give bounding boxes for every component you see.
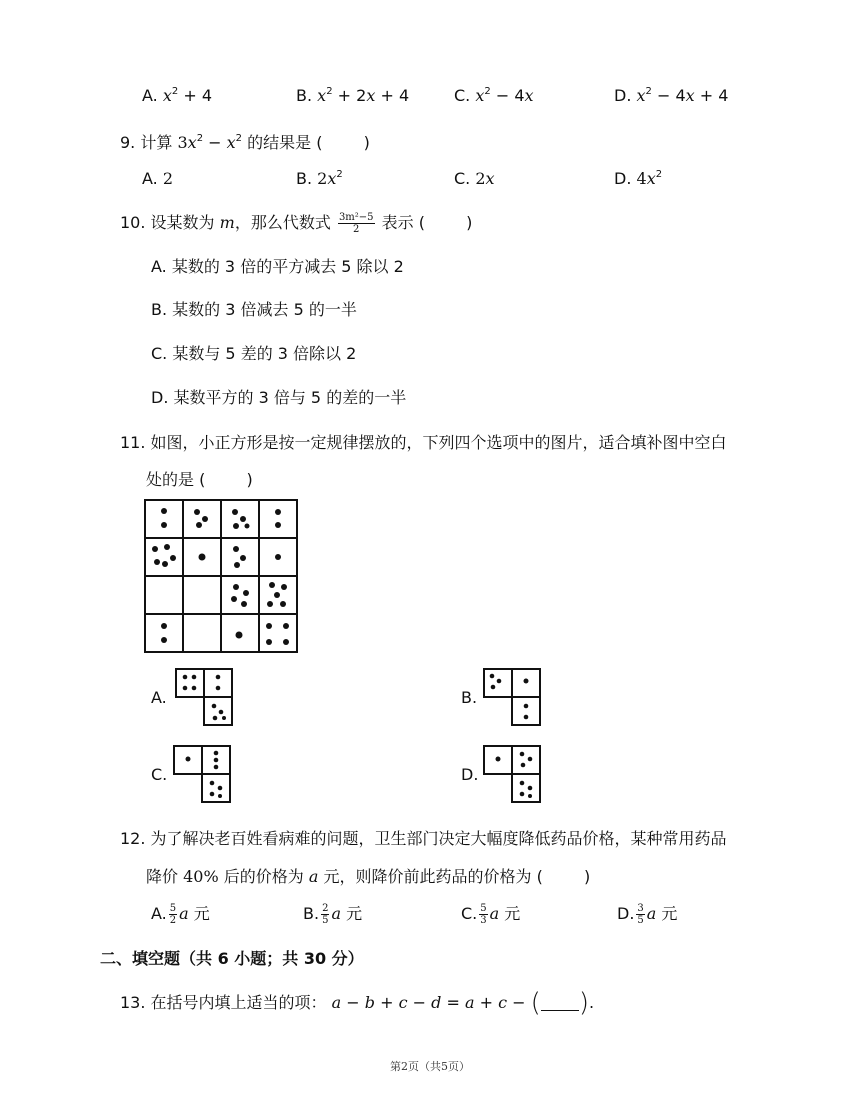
q10-option-d: D. 某数平方的 3 倍与 5 的差的一半: [151, 388, 407, 407]
q11-option-d-label: D.: [461, 765, 479, 784]
q13-stem: 13. 在括号内填上适当的项： a − b + c − d = a + c − ( ).: [120, 988, 595, 1018]
q11-stem-line1: 11. 如图，小正方形是按一定规律摆放的，下列四个选项中的图片，适合填补图中空白: [120, 433, 727, 452]
q11-pattern-grid: [143, 498, 301, 656]
q8-option-c: C. $x^2 - 4x$: [454, 86, 534, 105]
q10-option-c: C. 某数与 5 差的 3 倍除以 2: [151, 344, 357, 363]
q9-option-a: A. 2: [142, 169, 174, 188]
q8-option-d: D. $x^2 - 4x + 4$: [614, 86, 729, 105]
q11-option-a-figure: [174, 667, 236, 727]
q12-stem-line2: 降价 40% 后的价格为 a 元，则降价前此药品的价格为 ( ): [146, 867, 591, 886]
q12-option-d: D. $\frac{3}{5}$ a 元: [617, 903, 678, 926]
q8-option-a: A. $x^2 + 4$: [142, 86, 213, 105]
q11-option-c-figure: [172, 744, 234, 804]
q10-option-a: A. 某数的 3 倍的平方减去 5 除以 2: [151, 257, 404, 276]
q9-option-c: C. 2x: [454, 169, 495, 188]
q11-option-a-label: A.: [151, 688, 167, 707]
section-heading: 二、填空题（共 6 小题；共 30 分）: [100, 949, 364, 968]
q12-option-c: C. $\frac{5}{3}$ a 元: [461, 903, 521, 926]
q10-fraction: $\frac{\text{3m²−5}}{2}$: [338, 212, 374, 235]
q11-stem-line2: 处的是 ( ): [146, 470, 253, 489]
q12-option-b: B. $\frac{2}{5}$ a 元: [303, 903, 363, 926]
q12-stem-line1: 12. 为了解决老百姓看病难的问题，卫生部门决定大幅度降低药品价格，某种常用药品: [120, 829, 727, 848]
q10-stem: 10. 设某数为 m，那么代数式 $\frac{\text{3m²−5}}{2}$ 表示 ( ): [120, 212, 473, 235]
q9-option-d: D. $4x^2$: [614, 169, 663, 188]
q9-option-b: B. $2x^2$: [296, 169, 343, 188]
q9-stem: 9. 计算 $3x^2 - x^2$ 的结果是 ( ): [120, 133, 370, 152]
q13-answer-blank[interactable]: [541, 994, 579, 1011]
q11-option-b-figure: [482, 667, 544, 727]
q11-option-d-figure: [482, 744, 544, 804]
q10-option-b: B. 某数的 3 倍减去 5 的一半: [151, 300, 357, 319]
q12-option-a: A. $\frac{5}{2}$ a 元: [151, 903, 210, 926]
q8-option-b: B. $x^2 + 2x + 4$: [296, 86, 410, 105]
q11-option-b-label: B.: [461, 688, 478, 707]
q11-option-c-label: C.: [151, 765, 168, 784]
page-footer: 第2页（共5页）: [390, 1060, 470, 1073]
